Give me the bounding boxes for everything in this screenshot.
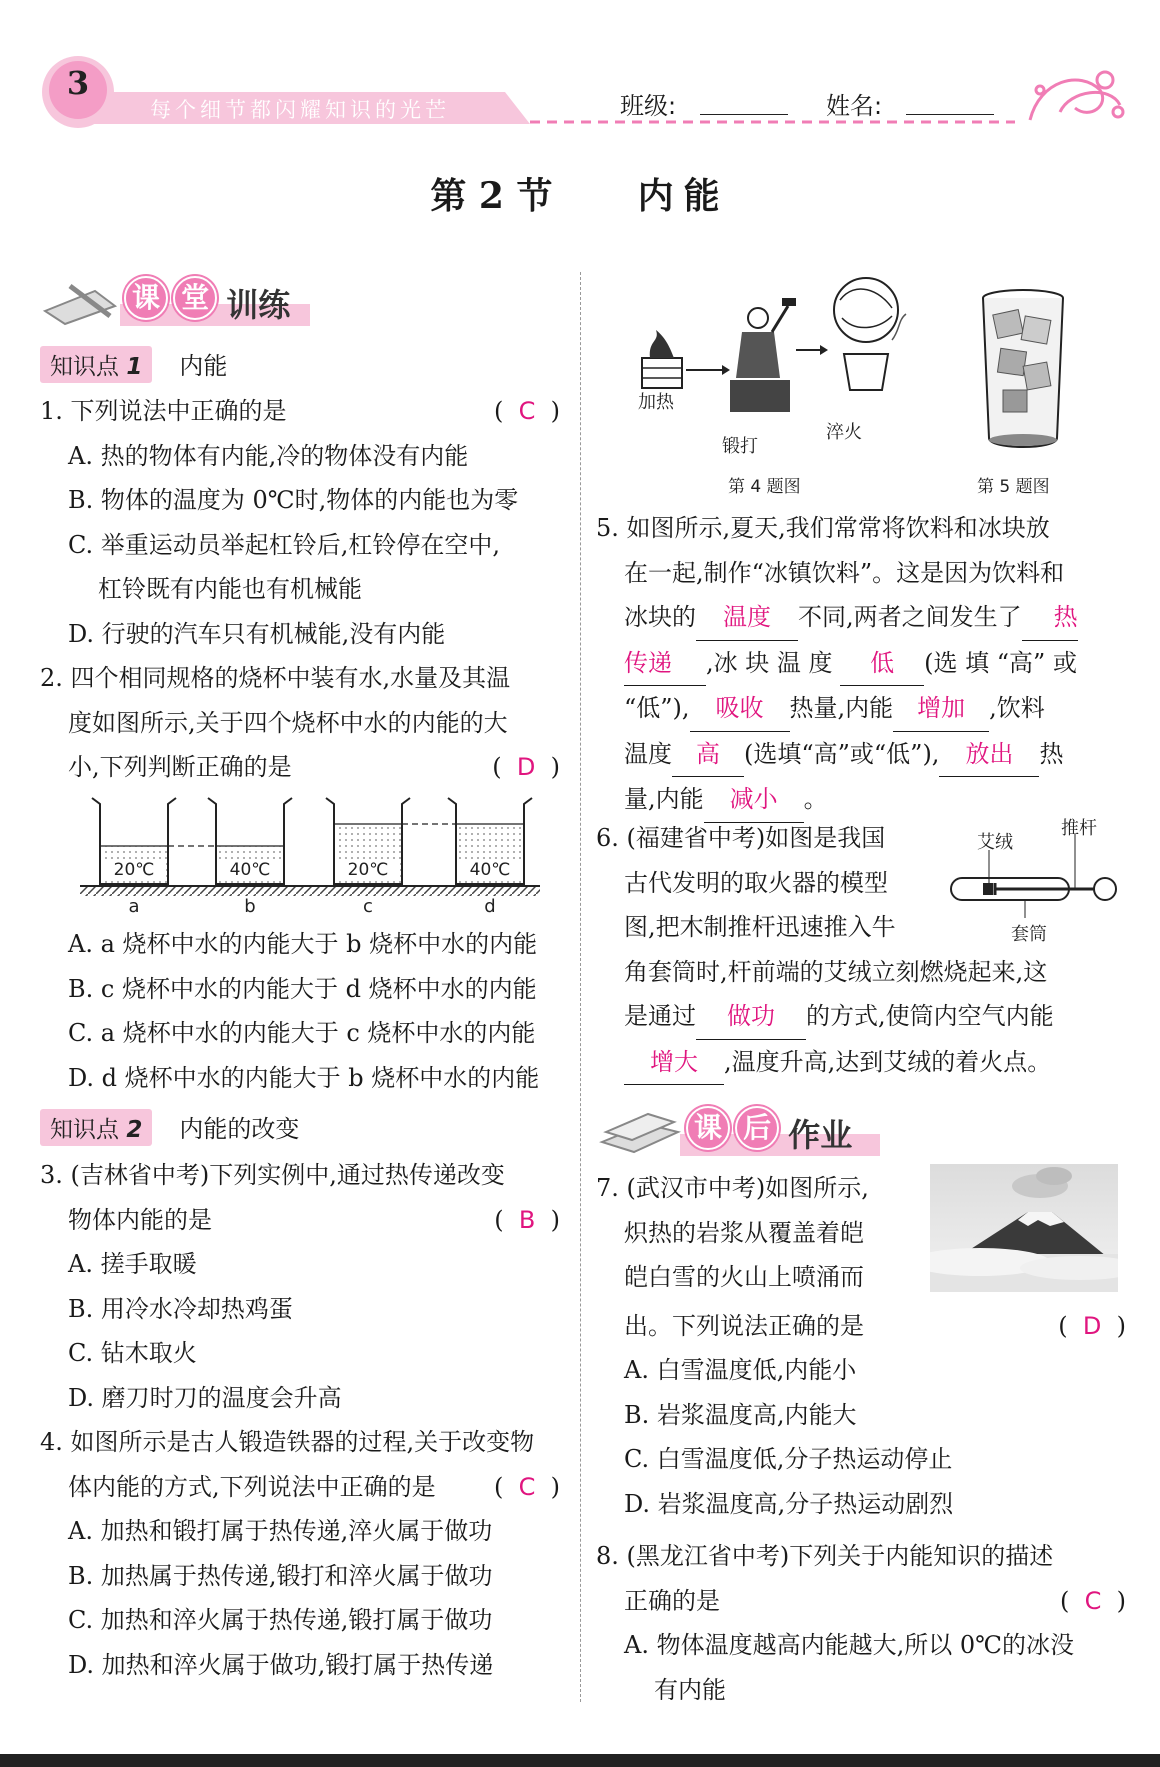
q5-line-3: [596, 595, 1126, 641]
q5-blank-5[interactable]: 增加: [893, 686, 989, 732]
q5-text: ,冰 块 温 度: [706, 648, 833, 677]
q2-line-2: 度如图所示,关于四个烧杯中水的内能的大: [68, 708, 508, 737]
notebook-pencil-icon: [40, 276, 120, 326]
q5-blank-8[interactable]: 减小: [704, 777, 804, 823]
ice-drink-glass-illustration: [973, 288, 1073, 458]
q4-answer: C: [518, 1472, 536, 1501]
beaker-d-temp: 40℃: [458, 860, 522, 880]
q4-option-a: A. 加热和锻打属于热传递,淬火属于做功: [68, 1517, 493, 1545]
q5-text: “低”),: [624, 694, 690, 722]
q3-line-1: 3. (吉林省中考)下列实例中,通过热传递改变: [40, 1161, 505, 1189]
q1-answer-box: ( C ): [493, 397, 560, 425]
q6-line-6: [596, 1040, 1126, 1086]
knowledge-point-2: [40, 1109, 299, 1146]
fig6-label-rod: 推杆: [1061, 818, 1097, 839]
q6-blank-2[interactable]: 增大: [624, 1040, 724, 1086]
kp2-num: 2: [126, 1117, 143, 1143]
q3-option-d: D. 磨刀时刀的温度会升高: [68, 1383, 342, 1412]
beaker-b-temp: 40℃: [218, 860, 282, 880]
q6-text: 的方式,使筒内空气内能: [806, 1002, 1054, 1030]
banner-char-1: 课: [124, 276, 168, 320]
q7-option-b: B. 岩浆温度高,内能大: [624, 1400, 857, 1429]
kp-tag-text: 知识点: [50, 354, 119, 380]
q3-option-b: B. 用冷水冷却热鸡蛋: [68, 1294, 293, 1323]
q6-line-2: 古代发明的取火器的模型: [624, 868, 888, 897]
q4-option-d: D. 加热和淬火属于做功,锻打属于热传递: [68, 1650, 494, 1679]
q4-line-1: 4. 如图所示是古人锻造铁器的过程,关于改变物: [40, 1428, 535, 1456]
q6-line-3: 图,把木制推杆迅速推入牛: [624, 913, 896, 941]
q7-answer-box: ( D ): [1058, 1311, 1126, 1340]
q6-text: ,温度升高,达到艾绒的着火点。: [724, 1047, 1052, 1076]
q7-answer: D: [1082, 1311, 1102, 1340]
q2-option-b: B. c 烧杯中水的内能大于 d 烧杯中水的内能: [68, 974, 537, 1003]
kp-title: 内能: [179, 352, 228, 380]
section-topic: 内能: [637, 175, 730, 217]
page-number: 3: [66, 64, 90, 102]
class-label: 班级:: [620, 92, 677, 120]
fig6-label-tube: 套筒: [1011, 924, 1047, 945]
q2-answer: D: [516, 753, 536, 781]
q7-line-1: 7. (武汉市中考)如图所示,: [596, 1174, 869, 1202]
q1-option-b: B. 物体的温度为 0℃时,物体的内能也为零: [68, 486, 519, 514]
q7-option-d: D. 岩浆温度高,分子热运动剧烈: [624, 1489, 954, 1518]
q5-text: 。: [803, 785, 828, 813]
q1-answer: C: [518, 397, 536, 425]
q4-answer-box: ( C ): [493, 1472, 560, 1501]
flourish-ornament: [1030, 72, 1123, 120]
header-bar: [0, 50, 1160, 130]
banner-rest: 训练: [226, 285, 291, 324]
q7-line-3: 皑白雪的火山上喷涌而: [624, 1263, 864, 1291]
q6-line-4: 角套筒时,杆前端的艾绒立刻燃烧起来,这: [624, 957, 1048, 986]
q5-line-4: [596, 641, 1126, 687]
kp2-tag-text: 知识点: [50, 1117, 119, 1143]
fig6-label-wool: 艾绒: [977, 832, 1013, 853]
hw-banner-rest: 作业: [788, 1115, 853, 1154]
q4-option-b: B. 加热属于热传递,锻打和淬火属于做功: [68, 1561, 493, 1590]
q7-line-4: 出。下列说法正确的是: [624, 1311, 864, 1340]
hw-banner-char-2: 后: [735, 1106, 779, 1150]
q5-text: 热量,内能: [789, 694, 894, 722]
q6-blank-1[interactable]: 做功: [696, 994, 806, 1040]
q5-blank-2b[interactable]: 传递: [624, 641, 706, 687]
fig4-caption: 第 4 题图: [728, 477, 801, 497]
kp2-tag: [40, 1109, 152, 1146]
q5-line-2: 在一起,制作“冰镇饮料”。这是因为饮料和: [624, 558, 1065, 587]
books-icon: [598, 1102, 682, 1158]
q5-text: (选 填 “高” 或: [924, 648, 1077, 677]
q2-option-a: A. a 烧杯中水的内能大于 b 烧杯中水的内能: [68, 930, 538, 958]
volcano-photo: [930, 1164, 1118, 1292]
q3-option-a: A. 搓手取暖: [68, 1250, 197, 1278]
kp2-title: 内能的改变: [179, 1115, 300, 1143]
beakers-figure: [80, 790, 540, 920]
q5-text: ,饮料: [989, 694, 1045, 722]
question-4: [40, 1420, 560, 1687]
q5-line-5: [596, 686, 1126, 732]
banner-char-2: 堂: [173, 276, 217, 320]
q2-line-3: 小,下列判断正确的是: [68, 753, 292, 781]
q5-text: (选填“高”或“低”),: [744, 739, 940, 768]
question-1: [40, 389, 560, 656]
q3-option-c: C. 钻木取火: [68, 1339, 197, 1367]
beaker-b-label: b: [244, 896, 256, 917]
q1-stem: 1. 下列说法中正确的是: [40, 397, 287, 425]
kp-tag: [40, 346, 152, 383]
q2-answer-box: ( D ): [492, 753, 560, 781]
q6-text: 是通过: [624, 1002, 696, 1030]
q5-line-1: 5. 如图所示,夏天,我们常常将饮料和冰块放: [596, 514, 1050, 542]
column-divider: [580, 272, 581, 1702]
q8-option-a-cont: 有内能: [654, 1675, 726, 1704]
q8-line-2: 正确的是: [624, 1586, 720, 1615]
section-number: 第 2 节: [430, 175, 553, 217]
q5-blank-4[interactable]: 吸收: [690, 686, 790, 732]
q3-answer-box: ( B ): [494, 1205, 560, 1234]
q5-blank-6[interactable]: 高: [672, 732, 744, 778]
q5-text: 量,内能: [624, 785, 704, 813]
q5-text: 不同,两者之间发生了: [798, 603, 1022, 631]
fig5-caption: 第 5 题图: [977, 477, 1050, 497]
q7-option-a: A. 白雪温度低,内能小: [624, 1356, 857, 1384]
name-blank[interactable]: [906, 114, 994, 115]
q8-line-1: 8. (黑龙江省中考)下列关于内能知识的描述: [596, 1542, 1054, 1570]
q5-text: 热: [1039, 739, 1064, 768]
page-bottom-edge: [0, 1754, 1160, 1767]
fig4-label-forge: 锻打: [722, 436, 758, 457]
kp-num: 1: [126, 354, 143, 380]
classroom-banner: [40, 270, 320, 330]
q4-option-c: C. 加热和淬火属于热传递,锻打属于做功: [68, 1606, 493, 1634]
q5-blank-1[interactable]: 温度: [696, 595, 798, 641]
q1-option-c-cont: 杠铃既有内能也有机械能: [98, 575, 362, 603]
q6-line-5: [596, 994, 1126, 1040]
class-blank[interactable]: [700, 114, 788, 115]
question-2: [40, 656, 560, 790]
q5-text: 冰块的: [624, 603, 696, 631]
beakers-svg: [80, 790, 540, 900]
q3-answer: B: [518, 1205, 536, 1234]
homework-banner: [598, 1100, 888, 1160]
q8-answer-box: ( C ): [1059, 1586, 1126, 1615]
q7-line-2: 炽热的岩浆从覆盖着皑: [624, 1218, 864, 1247]
figure-6: [945, 820, 1125, 950]
q1-option-c: C. 举重运动员举起杠铃后,杠铃停在空中,: [68, 530, 501, 559]
q3-line-2: 物体内能的是: [68, 1205, 212, 1234]
q1-option-a: A. 热的物体有内能,冷的物体没有内能: [68, 441, 469, 470]
figure-4: [630, 270, 910, 500]
beaker-a-label: a: [128, 896, 140, 917]
q5-blank-7[interactable]: 放出: [939, 732, 1039, 778]
question-8: [596, 1534, 1126, 1712]
q2-option-c: C. a 烧杯中水的内能大于 c 烧杯中水的内能: [68, 1019, 536, 1047]
question-5: [596, 506, 1126, 823]
question-2-options: [40, 922, 560, 1100]
section-title: [0, 168, 1160, 219]
fig4-label-quench: 淬火: [826, 422, 862, 443]
figure-5: [955, 288, 1105, 503]
beaker-c-label: c: [363, 896, 373, 917]
q2-option-d: D. d 烧杯中水的内能大于 b 烧杯中水的内能: [68, 1063, 540, 1092]
q4-line-2: 体内能的方式,下列说法中正确的是: [68, 1472, 436, 1501]
q7-option-c: C. 白雪温度低,分子热运动停止: [624, 1445, 953, 1473]
q5-blank-2a[interactable]: 热: [1022, 595, 1078, 641]
q8-answer: C: [1084, 1586, 1102, 1615]
question-3: [40, 1153, 560, 1420]
q5-blank-3[interactable]: 低: [840, 641, 924, 687]
forging-illustration: [630, 270, 910, 460]
q1-option-d: D. 行驶的汽车只有机械能,没有内能: [68, 619, 446, 648]
beaker-c-temp: 20℃: [336, 860, 400, 880]
volcano-image: [930, 1164, 1118, 1292]
beaker-d-label: d: [484, 896, 496, 917]
header-motto: 每个细节都闪耀知识的光芒: [150, 98, 450, 122]
hw-banner-char-1: 课: [686, 1106, 730, 1150]
beaker-a-temp: 20℃: [102, 860, 166, 880]
q5-line-6: [596, 732, 1126, 778]
q8-option-a: A. 物体温度越高内能越大,所以 0℃的冰没: [624, 1631, 1074, 1659]
name-label: 姓名:: [826, 92, 883, 120]
q6-line-1: 6. (福建省中考)如图是我国: [596, 824, 886, 852]
q2-line-1: 2. 四个相同规格的烧杯中装有水,水量及其温: [40, 664, 511, 692]
q5-text: 温度: [624, 739, 672, 768]
knowledge-point-1: [40, 346, 227, 383]
fig4-label-heat: 加热: [638, 392, 674, 413]
